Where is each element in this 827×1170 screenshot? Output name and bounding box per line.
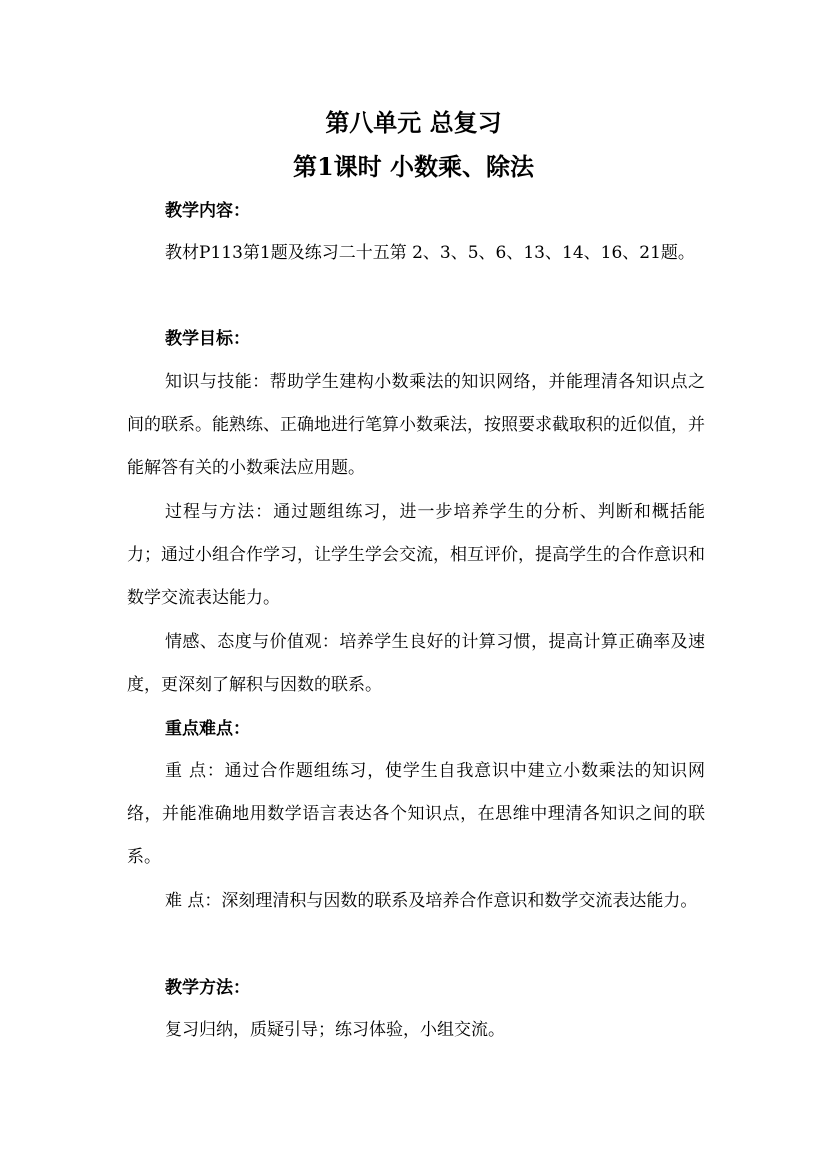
- content-paragraph: 教材P113第1题及练习二十五第 2、3、5、6、13、14、16、21题。: [165, 243, 695, 263]
- difficult-point-paragraph: 难 点：深刻理清积与因数的联系及培养合作意识和数学交流表达能力。: [165, 891, 698, 911]
- section-heading-objectives: 教学目标：: [165, 329, 250, 349]
- objective-knowledge-skills: 知识与技能：帮助学生建构小数乘法的知识网络，并能理清各知识点之间的联系。能熟练、正确地进行笔算小数乘法，按照要求截取积的近似值，并能解答有关的小数乘法应用题。: [127, 372, 705, 478]
- section-heading-key-points: 重点难点：: [165, 719, 250, 739]
- objective-emotion-attitude: 情感、态度与价值观：培养学生良好的计算习惯，提高计算正确率及速度，更深刻了解积与因数的联系。: [127, 632, 705, 695]
- section-heading-methods: 教学方法：: [165, 978, 250, 998]
- methods-paragraph: 复习归纳，质疑引导；练习体验，小组交流。: [165, 1020, 505, 1040]
- lesson-title: 第1课时 小数乘、除法: [292, 152, 535, 181]
- key-point-paragraph: 重 点：通过合作题组练习，使学生自我意识中建立小数乘法的知识网络，并能准确地用数学语言表达各个知识点，在思维中理清各知识之间的联系。: [127, 761, 705, 867]
- objective-process-methods: 过程与方法：通过题组练习，进一步培养学生的分析、判断和概括能力；通过小组合作学习，让学生学会交流，相互评价，提高学生的合作意识和数学交流表达能力。: [127, 502, 705, 608]
- unit-title: 第八单元 总复习: [325, 108, 502, 137]
- section-heading-content: 教学内容：: [165, 201, 250, 221]
